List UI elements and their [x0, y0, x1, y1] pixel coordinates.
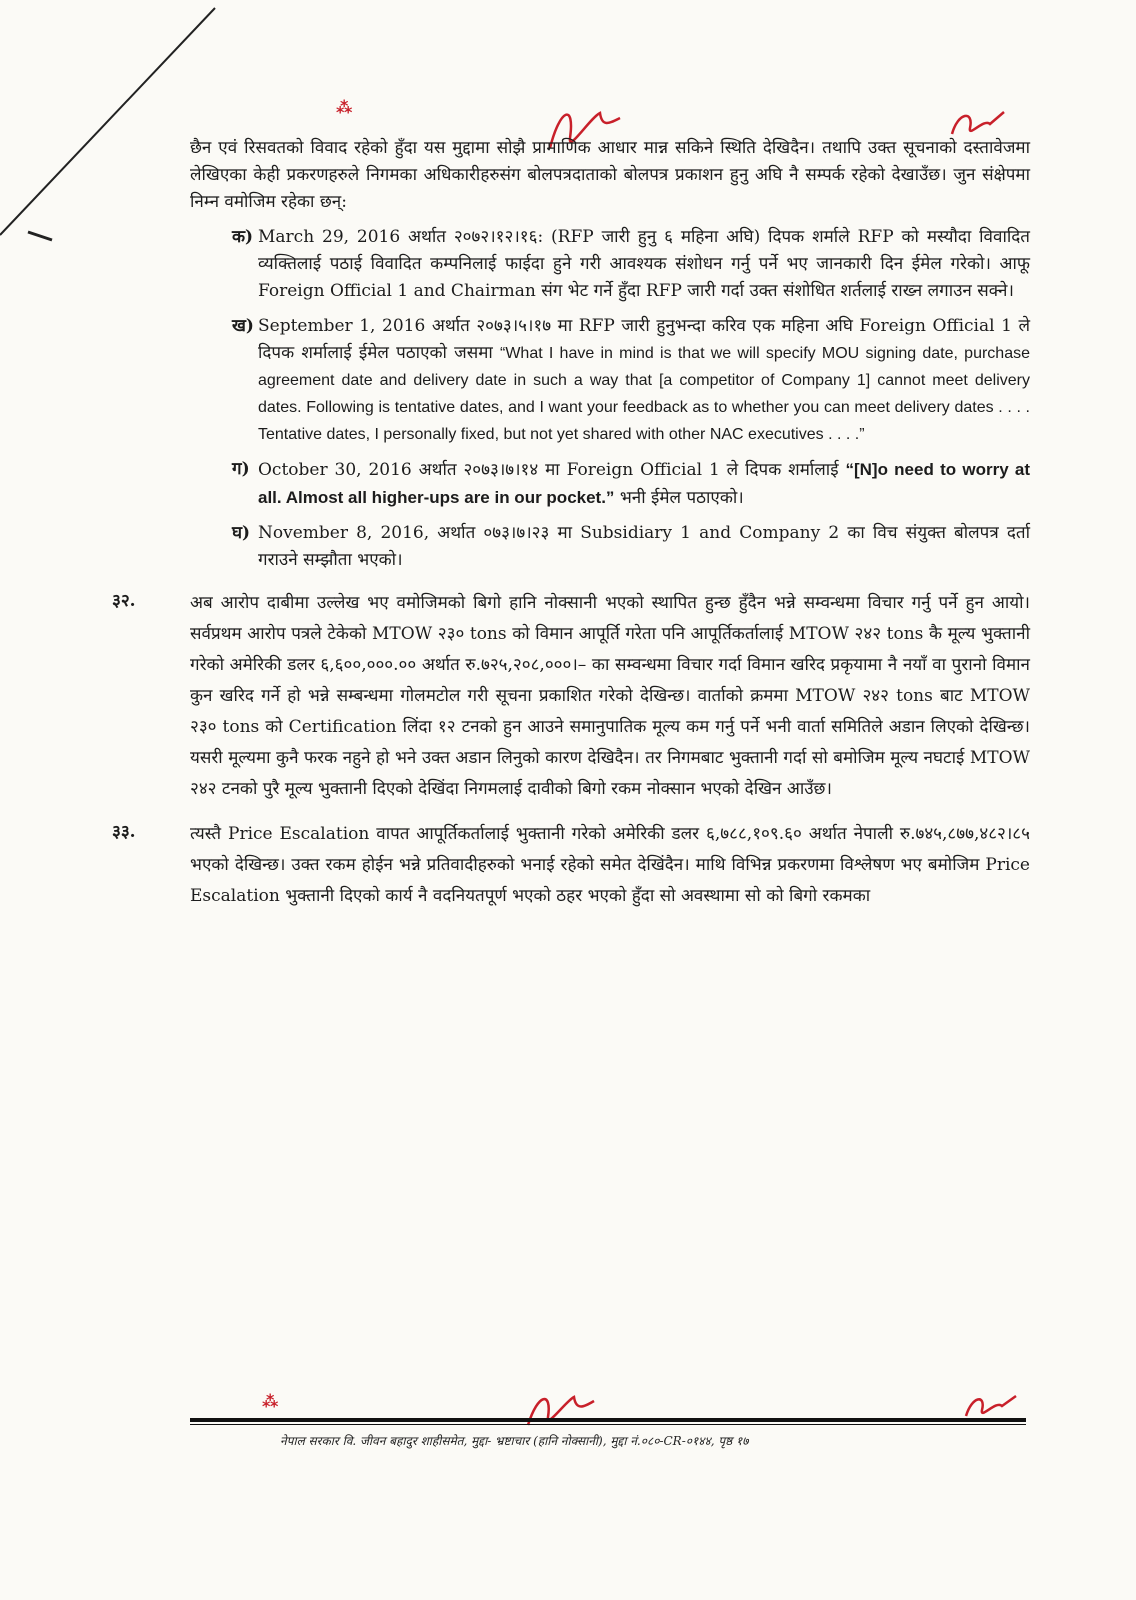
footer-rule-thin [190, 1424, 1026, 1425]
item-label: ख) [232, 316, 254, 336]
footer-citation: नेपाल सरकार वि. जीवन बहादुर शाहीसमेत, मुद्दा- भ्रष्टाचार (हानि नोक्सानी), मुद्दा नं.०८०-CR-०१४४, पृष्ठ १७ [280, 1434, 749, 1448]
paragraph-number: ३३. [112, 822, 136, 842]
paragraph-text: अब आरोप दाबीमा उल्लेख भए वमोजिमको बिगो हानि नोक्सानी भएको स्थापित हुन्छ हुँदैन भन्ने सम्वन्धमा विचार गर्नु पर्ने हुन आयो। सर्वप्रथम आरोप पत्रले टेकेको MTOW २३० tons को विमान आपूर्ति गरेता पनि आपूर्तिकर्तालाई MTOW २४२ tons कै मूल्य भुक्तानी गरेको अमेरिकी डलर ६,६००,०००.०० अर्थात रु.७२५,२०८,०००।– का सम्वन्धमा विचार गर्दा विमान खरिद प्रकृयामा नै नयाँ वा पुरानो विमान कुन खरिद गर्ने हो भन्ने सम्बन्धमा गोलमटोल गरी सूचना प्रकाशित गरेको देखिन्छ। वार्ताको क्रममा MTOW २४२ tons बाट MTOW २३० tons को Certification लिंदा १२ टनको हुन आउने समानुपातिक मूल्य कम गर्नु पर्ने भनी वार्ता समितिले अडान लिएको देखिन्छ। यसरी मूल्यमा कुनै फरक नहुने हो भने उक्त अडान लिनुको कारण देखिदैन। तर निगमबाट भुक्तानी गर्दा सो बमोजिम मूल्य नघटाई MTOW २४२ टनको पुरै मूल्य भुक्तानी दिएको देखिंदा निगमलाई दावीको बिगो रकम नोक्सान भएको देखिन आउँछ। [190, 593, 1030, 799]
email-quote: “What I have in mind is that we will specify MOU signing date, purchase agreement date and delivery date in such a way that [a competitor of Company 1] cannot meet delivery dates. Following is tentative dates, and I want your feedback as to whether you can meet delivery dates . . . . Tentative dates, I personally fixed, but not yet shared with other NAC executives . . . .” [258, 345, 1031, 443]
item-text: November 8, 2016, अर्थात ०७३।७।२३ मा Subsidiary 1 and Company 2 का विच संयुक्त बोलपत्र दर्ता गराउने सम्झौता भएको। [258, 523, 1030, 570]
item-label: क) [232, 227, 254, 247]
signature-bottom-right [958, 1388, 1024, 1428]
item-text-lead: October 30, 2016 अर्थात २०७३।७।१४ मा Foreign Official 1 ले दिपक शर्मालाई [258, 460, 839, 480]
list-item-kha [232, 313, 1030, 448]
signature-mark-left-bottom: ⁂ [262, 1392, 279, 1411]
signature-mark-left-top: ⁂ [336, 98, 353, 117]
document-body [112, 135, 1031, 912]
item-text [258, 313, 1030, 448]
email-quote-bold: “[N]o need to worry at all. Almost all higher-ups are in our pocket.” [258, 460, 1030, 507]
paragraph-32 [112, 588, 1030, 805]
item-text-tail: भनी ईमेल पठाएको। [619, 488, 744, 508]
paragraph-text: त्यस्तै Price Escalation वापत आपूर्तिकर्तालाई भुक्तानी गरेको अमेरिकी डलर ६,७८८,१०९.६० अर्थात नेपाली रु.७४५,८७७,४८२।८५ भएको देखिन्छ। उक्त रकम होईन भन्ने प्रतिवादीहरुको भनाई रहेको समेत देखिंदैन। माथि विभिन्न प्रकरणमा विश्लेषण भए बमोजिम Price Escalation भुक्तानी दिएको कार्य नै वदनियतपूर्ण भएको ठहर भएको हुँदा सो अवस्थामा सो को बिगो रकमका [190, 824, 1030, 906]
list-item-ka [232, 224, 1030, 305]
paragraph-number: ३२. [112, 591, 136, 611]
footer-rule [190, 1418, 1026, 1422]
paragraph-33 [112, 819, 1030, 912]
signature-bottom-center [520, 1385, 600, 1435]
item-label: ग) [232, 459, 250, 479]
intro-paragraph [190, 135, 1030, 216]
item-label: घ) [232, 523, 251, 543]
item-text [258, 456, 1030, 512]
item-text: March 29, 2016 अर्थात २०७२।१२।१६: (RFP जारी हुनु ६ महिना अघि) दिपक शर्माले RFP को मस्यौदा विवादित व्यक्तिलाई पठाई विवादित कम्पनिलाई फाईदा हुने गरी आवश्यक संशोधन गर्नु पर्ने भए जानकारी दिन ईमेल गरेको। आफू Foreign Official 1 and Chairman संग भेट गर्ने हुँदा RFP जारी गर्दा उक्त संशोधित शर्तलाई राख्न लगाउन सक्ने। [258, 227, 1030, 301]
list-item-ga [232, 456, 1030, 512]
list-item-gha [232, 520, 1030, 574]
item-text-lead: September 1, 2016 अर्थात २०७३।५।१७ मा RFP जारी हुनुभन्दा करिव एक महिना अघि Foreign Official 1 ले दिपक शर्मालाई ईमेल पठाएको जसमा [258, 316, 1030, 363]
intro-text: छैन एवं रिसवतको विवाद रहेको हुँदा यस मुद्दामा सोझै प्रामाणिक आधार मान्न सकिने स्थिति देखिदैन। तथापि उक्त सूचनाको दस्तावेजमा लेखिएका केही प्रकरणहरुले निगमका अधिकारीहरुसंग बोलपत्रदाताको बोलपत्र प्रकाशन हुनु अघि नै सम्पर्क रहेको देखाउँछ। जुन संक्षेपमा निम्न वमोजिम रहेका छन्: [190, 138, 1030, 212]
